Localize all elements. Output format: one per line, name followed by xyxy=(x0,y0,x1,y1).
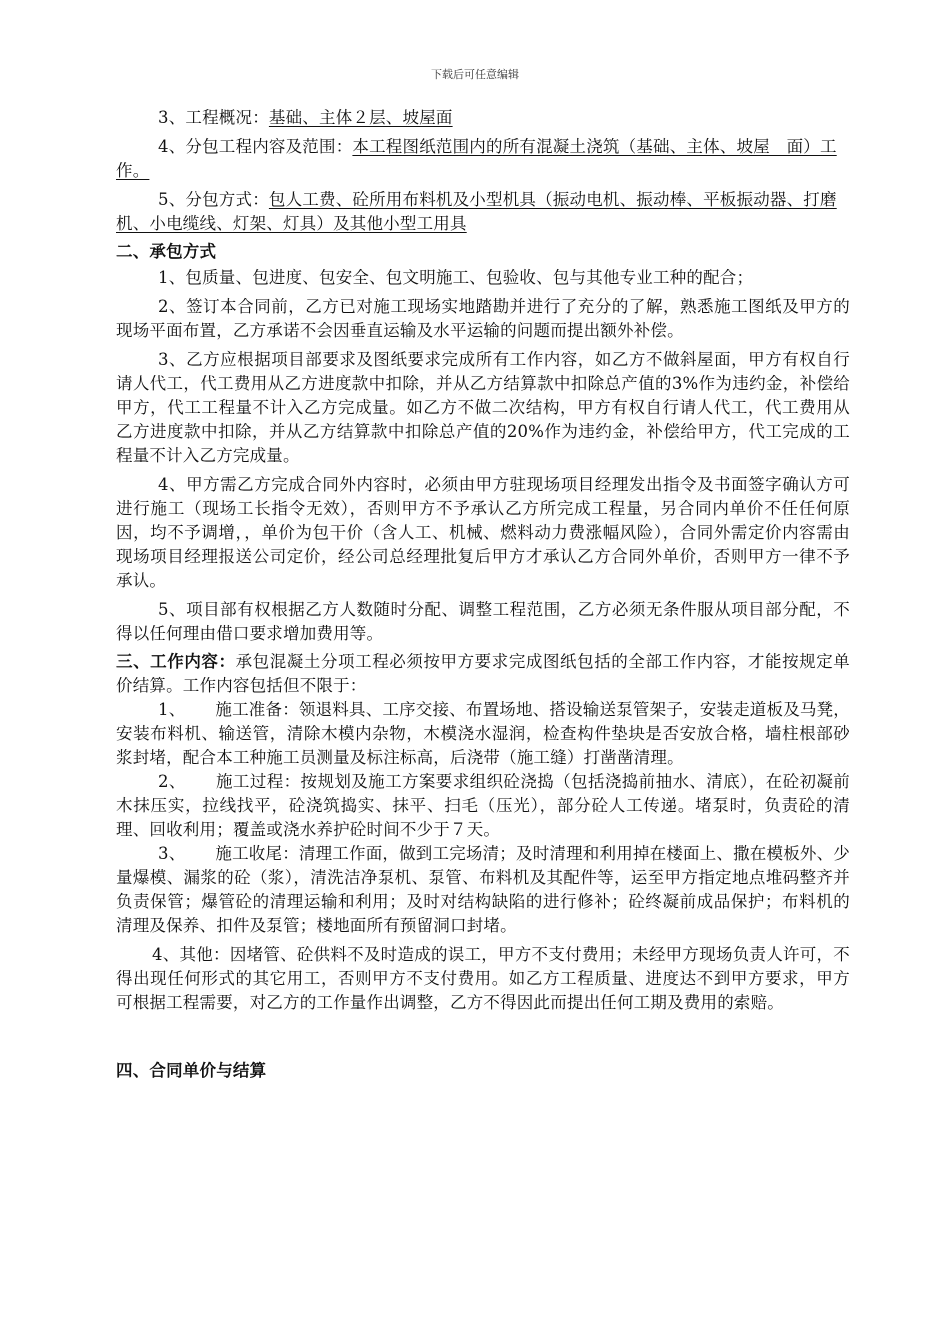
work-item-2: 2、 施工过程：按规划及施工方案要求组织砼浇捣（包括浇捣前抽水、清底），在砼初凝前木抹压实，拉线找平，砼浇筑捣实、抹平、扫毛（压光），部分砼人工传递。堵泵时，负责砼的清理、回收利用；覆盖或浇水养护砼时间不少于７天。 xyxy=(116,772,850,839)
scope-item-3-value: 基础、主体２层、坡屋面 xyxy=(268,108,453,127)
section-4-title: 四、合同单价与结算 xyxy=(116,1061,267,1080)
document-body xyxy=(116,106,850,1083)
section-3-paragraph xyxy=(116,650,850,698)
section-2-item-1: 1、包质量、包进度、包安全、包文明施工、包验收、包与其他专业工种的配合； xyxy=(158,268,754,287)
section-2-item-4: 4、甲方需乙方完成合同外内容时，必须由甲方驻现场项目经理发出指令及书面签字确认方可进行施工（现场工长指令无效），否则甲方不予承认乙方所完成工程量，另合同内单价不任任何原因，均不予调增，，单价为包干价（含人工、机械、燃料动力费涨幅风险），合同外需定价内容需由现场项目经理报送公司定价，经公司总经理批复后甲方才承认乙方合同外单价，否则甲方一律不予承认。 xyxy=(116,475,850,590)
work-item-other: 4、其他：因堵管、砼供料不及时造成的误工，甲方不支付费用；未经甲方现场负责人许可，不得出现任何形式的其它用工，否则甲方不支付费用。如乙方工程质量、进度达不到甲方要求，甲方可根据工程需要，对乙方的工作量作出调整，乙方不得因此而提出任何工期及费用的索赔。 xyxy=(116,945,850,1012)
section-2-item-5: 5、项目部有权根据乙方人数随时分配、调整工程范围，乙方必须无条件服从项目部分配，不得以任何理由借口要求增加费用等。 xyxy=(116,600,850,643)
section-3-title: 三、工作内容： xyxy=(116,652,236,671)
scope-item-4: 4、分包工程内容及范围：本工程图纸范围内的所有混凝土浇筑（基础、主体、坡屋 面）工作。 xyxy=(116,137,837,180)
scope-item-5-value: 包人工费、砼所用布料机及小型机具（振动电机、振动棒、平板振动器、打磨机、小电缆线、灯架、灯具）及其他小型工用具 xyxy=(116,190,837,233)
section-3-intro: 承包混凝土分项工程必须按甲方要求完成图纸包括的全部工作内容，才能按规定单价结算。工作内容包括但不限于： xyxy=(116,652,851,695)
scope-item-3: 3、工程概况：基础、主体２层、坡屋面 xyxy=(158,108,453,127)
scope-item-4-value: 本工程图纸范围内的所有混凝土浇筑（基础、主体、坡屋 面）工作。 xyxy=(116,137,837,180)
section-2-item-2: 2、签订本合同前，乙方已对施工现场实地踏勘并进行了充分的了解，熟悉施工图纸及甲方的现场平面布置，乙方承诺不会因垂直运输及水平运输的问题而提出额外补偿。 xyxy=(116,297,850,340)
work-item-1: 1、 施工准备：领退料具、工序交接、布置场地、搭设输送泵管架子，安装走道板及马凳，安装布料机、输送管，清除木模内杂物，木模浇水湿润，检查构件垫块是否安放合格，墙柱根部砂浆封堵，配合本工种施工员测量及标注标高，后浇带（施工缝）打凿凿清理。 xyxy=(116,700,851,767)
section-2-item-3: 3、乙方应根据项目部要求及图纸要求完成所有工作内容，如乙方不做斜屋面，甲方有权自行请人代工，代工费用从乙方进度款中扣除，并从乙方结算款中扣除总产值的3%作为违约金，补偿给甲方，代工工程量不计入乙方完成量。如乙方不做二次结构，甲方有权自行请人代工，代工费用从乙方进度款中扣除，并从乙方结算款中扣除总产值的20%作为违约金，补偿给甲方，代工完成的工程量不计入乙方完成量。 xyxy=(116,350,850,465)
scope-item-5: 5、分包方式：包人工费、砼所用布料机及小型机具（振动电机、振动棒、平板振动器、打磨机、小电缆线、灯架、灯具）及其他小型工用具 xyxy=(116,190,837,233)
work-item-3: 3、 施工收尾：清理工作面，做到工完场清；及时清理和利用掉在楼面上、撒在模板外、少量爆模、漏浆的砼（浆），清洗洁净泵机、泵管、布料机及其配件等，运至甲方指定地点堆码整齐并负责保管；爆管砼的清理运输和利用；及时对结构缺陷的进行修补；砼终凝前成品保护；布料机的清理及保养、扣件及泵管；楼地面所有预留洞口封堵。 xyxy=(116,844,851,935)
section-2-title: 二、承包方式 xyxy=(116,242,217,261)
header-note: 下载后可任意编辑 xyxy=(431,68,519,81)
